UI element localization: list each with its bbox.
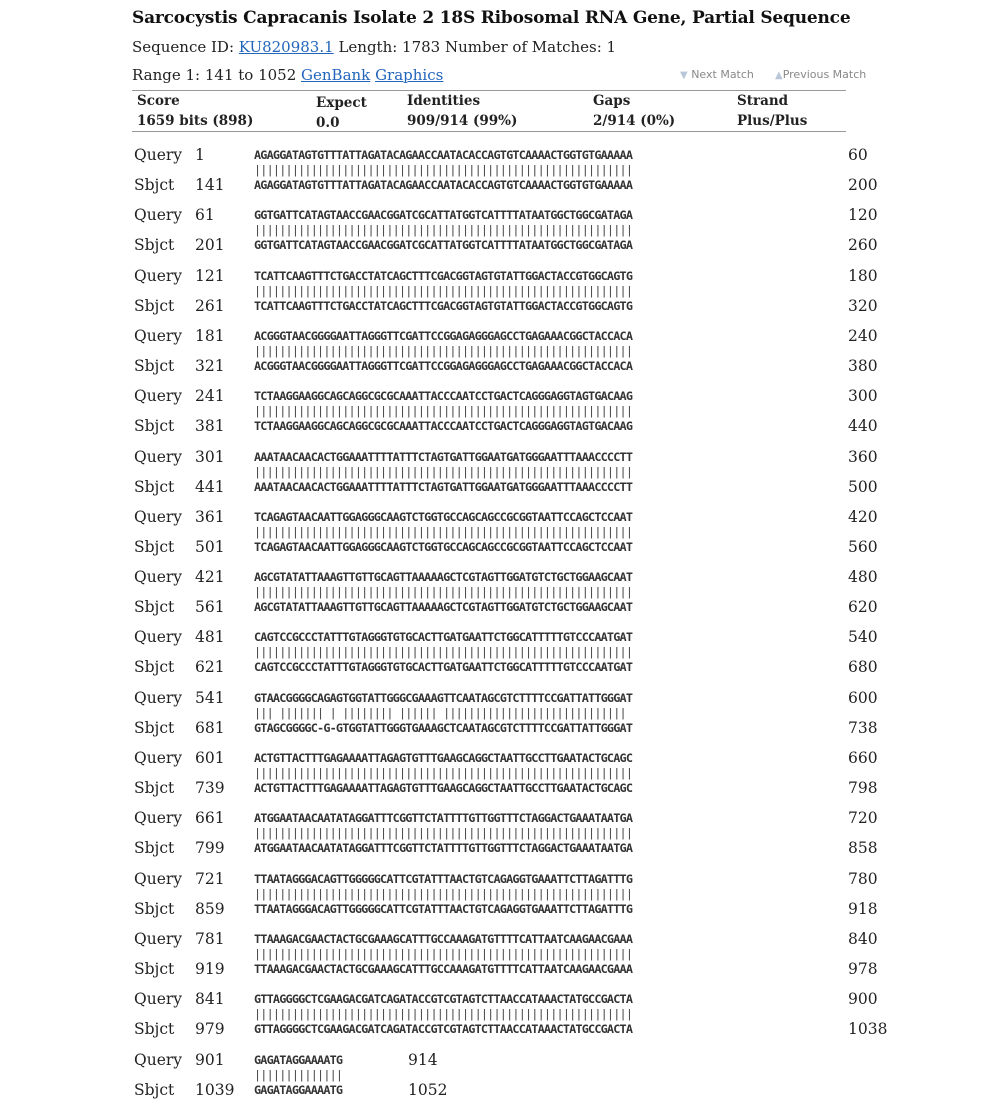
subject-end: 1038 [848,1020,888,1038]
query-sequence: TCAGAGTAACAATTGGAGGGCAAGTCTGGTGCCAGCAGCCGCGGTAATTCCAGCTCCAAT [254,510,633,524]
query-row [0,1051,1000,1073]
subject-end: 738 [848,719,878,737]
gaps-label: Gaps [593,93,631,109]
query-label: Query [134,628,183,646]
range-text: Range 1: 141 to 1052 [132,66,302,84]
subject-start: 561 [195,598,225,616]
subject-start: 681 [195,719,225,737]
subject-label: Sbjct [134,598,175,616]
subject-sequence: CAGTCCGCCCTATTTGTAGGGTGTGCACTTGATGAATTCTGGCATTTTTGTCCCAATGAT [254,660,633,674]
query-start: 481 [195,628,225,646]
query-end: 420 [848,508,878,526]
query-start: 841 [195,990,225,1008]
subject-sequence: GTTAGGGGCTCGAAGACGATCAGATACCGTCGTAGTCTTAACCATAAACTATGCCGACTA [254,1022,633,1036]
subject-row [0,417,1000,439]
page-title: Sarcocystis Capracanis Isolate 2 18S Ribosomal RNA Gene, Partial Sequence [132,8,851,28]
gaps-value: 2/914 (0%) [593,113,676,129]
query-start: 601 [195,749,225,767]
query-label: Query [134,568,183,586]
subject-start: 799 [195,839,225,857]
subject-label: Sbjct [134,1081,175,1099]
score-value: 1659 bits (898) [137,113,254,129]
subject-start: 201 [195,236,225,254]
query-label: Query [134,508,183,526]
subject-sequence: GGTGATTCATAGTAACCGAACGGATCGCATTATGGTCATTTTATAATGGCTGGCGATAGA [254,238,633,252]
query-end: 480 [848,568,878,586]
subject-label: Sbjct [134,658,175,676]
subject-start: 621 [195,658,225,676]
match-line: |||||||||||||||||||||||||||||||||||||||||||||||||||||||||||| [254,465,633,479]
subject-row [0,719,1000,741]
subject-row [0,357,1000,379]
subject-row [0,598,1000,620]
subject-label: Sbjct [134,297,175,315]
subject-label: Sbjct [134,176,175,194]
match-line: ||| ||||||| | |||||||| |||||| ||||||||||||||||||||||||||||| [254,706,626,720]
subject-start: 859 [195,900,225,918]
subject-end: 500 [848,478,878,496]
query-label: Query [134,749,183,767]
query-label: Query [134,387,183,405]
subject-label: Sbjct [134,779,175,797]
subject-row [0,1020,1000,1042]
query-sequence: TCATTCAAGTTTCTGACCTATCAGCTTTCGACGGTAGTGTATTGGACTACCGTGGCAGTG [254,269,633,283]
subject-end: 560 [848,538,878,556]
query-label: Query [134,1051,183,1069]
query-sequence: ACGGGTAACGGGGAATTAGGGTTCGATTCCGGAGAGGGAGCCTGAGAAACGGCTACCACA [254,329,633,343]
stats-top-divider [132,90,846,91]
query-label: Query [134,809,183,827]
query-end: 780 [848,870,878,888]
query-end: 900 [848,990,878,1008]
strand-label: Strand [737,93,789,109]
previous-match-label: Previous Match [782,68,867,81]
subject-row [0,297,1000,319]
subject-sequence: GAGATAGGAAAATG [254,1083,343,1097]
query-start: 1 [195,146,205,164]
match-line: |||||||||||||||||||||||||||||||||||||||||||||||||||||||||||| [254,223,633,237]
subject-row [0,779,1000,801]
query-sequence: ACTGTTACTTTGAGAAAATTAGAGTGTTTGAAGCAGGCTAATTGCCTTGAATACTGCAGC [254,751,633,765]
subject-row [0,658,1000,680]
query-end: 720 [848,809,878,827]
query-label: Query [134,327,183,345]
query-end: 600 [848,689,878,707]
query-end: 914 [408,1051,438,1069]
query-end: 60 [848,146,868,164]
subject-sequence: TCAGAGTAACAATTGGAGGGCAAGTCTGGTGCCAGCAGCCGCGGTAATTCCAGCTCCAAT [254,540,633,554]
subject-row [0,538,1000,560]
query-end: 120 [848,206,878,224]
match-line: |||||||||||||||||||||||||||||||||||||||||||||||||||||||||||| [254,344,633,358]
subject-start: 1039 [195,1081,235,1099]
subject-sequence: GTAGCGGGGC-G-GTGGTATTGGGTGAAAGCTCAATAGCGTCTTTTCCGATTATTGGGAT [254,721,633,735]
subject-end: 798 [848,779,878,797]
query-label: Query [134,206,183,224]
query-start: 61 [195,206,215,224]
subject-end: 440 [848,417,878,435]
subject-start: 141 [195,176,225,194]
subject-row [0,1081,1000,1103]
subject-start: 501 [195,538,225,556]
subject-sequence: AGCGTATATTAAAGTTGTTGCAGTTAAAAAGCTCGTAGTTGGATGTCTGCTGGAAGCAAT [254,600,633,614]
subject-sequence: TTAATAGGGACAGTTGGGGGCATTCGTATTTAACTGTCAGAGGTGAAATTCTTAGATTTG [254,902,633,916]
match-line: |||||||||||||||||||||||||||||||||||||||||||||||||||||||||||| [254,284,633,298]
stats-bottom-divider [132,131,846,132]
sequence-id-label: Sequence ID: [132,38,239,56]
subject-row [0,236,1000,258]
query-label: Query [134,870,183,888]
subject-row [0,478,1000,500]
subject-start: 261 [195,297,225,315]
query-label: Query [134,930,183,948]
query-sequence: AGAGGATAGTGTTTATTAGATACAGAACCAATACACCAGTGTCAAAACTGGTGTGAAAAA [254,148,633,162]
query-end: 540 [848,628,878,646]
query-end: 660 [848,749,878,767]
match-line: |||||||||||||||||||||||||||||||||||||||||||||||||||||||||||| [254,1007,633,1021]
query-end: 840 [848,930,878,948]
subject-end: 620 [848,598,878,616]
query-sequence: TTAATAGGGACAGTTGGGGGCATTCGTATTTAACTGTCAGAGGTGAAATTCTTAGATTTG [254,872,633,886]
sequence-info [132,38,616,56]
subject-start: 739 [195,779,225,797]
query-sequence: GGTGATTCATAGTAACCGAACGGATCGCATTATGGTCATTTTATAATGGCTGGCGATAGA [254,208,633,222]
subject-sequence: ACGGGTAACGGGGAATTAGGGTTCGATTCCGGAGAGGGAGCCTGAGAAACGGCTACCACA [254,359,633,373]
subject-end: 380 [848,357,878,375]
query-sequence: GTTAGGGGCTCGAAGACGATCAGATACCGTCGTAGTCTTAACCATAAACTATGCCGACTA [254,992,633,1006]
graphics-link[interactable]: Graphics [375,66,444,84]
previous-match-link[interactable] [775,68,866,81]
query-label: Query [134,146,183,164]
subject-end: 858 [848,839,878,857]
identities-value: 909/914 (99%) [407,113,518,129]
query-sequence: GTAACGGGGCAGAGTGGTATTGGGCGAAAGTTCAATAGCGTCTTTTCCGATTATTGGGAT [254,691,633,705]
match-line: |||||||||||||||||||||||||||||||||||||||||||||||||||||||||||| [254,585,633,599]
query-end: 180 [848,267,878,285]
subject-end: 320 [848,297,878,315]
subject-sequence: AAATAACAACACTGGAAATTTTATTTCTAGTGATTGGAATGATGGGAATTTAAACCCCTT [254,480,633,494]
match-line: |||||||||||||||||||||||||||||||||||||||||||||||||||||||||||| [254,163,633,177]
match-line: |||||||||||||||||||||||||||||||||||||||||||||||||||||||||||| [254,525,633,539]
triangle-up-icon: ▲ [775,70,783,81]
query-sequence: AAATAACAACACTGGAAATTTTATTTCTAGTGATTGGAATGATGGGAATTTAAACCCCTT [254,450,633,464]
genbank-link[interactable]: GenBank [301,66,371,84]
subject-label: Sbjct [134,900,175,918]
query-start: 241 [195,387,225,405]
subject-row [0,176,1000,198]
query-sequence: TCTAAGGAAGGCAGCAGGCGCGCAAATTACCCAATCCTGACTCAGGGAGGTAGTGACAAG [254,389,633,403]
query-end: 300 [848,387,878,405]
length-info: Length: 1783 Number of Matches: 1 [333,38,617,56]
query-label: Query [134,448,183,466]
subject-start: 919 [195,960,225,978]
query-start: 421 [195,568,225,586]
range-info [132,66,443,84]
triangle-down-icon: ▼ [680,70,688,81]
subject-label: Sbjct [134,839,175,857]
subject-sequence: TCATTCAAGTTTCTGACCTATCAGCTTTCGACGGTAGTGTATTGGACTACCGTGGCAGTG [254,299,633,313]
subject-end: 680 [848,658,878,676]
subject-label: Sbjct [134,478,175,496]
query-sequence: TTAAAGACGAACTACTGCGAAAGCATTTGCCAAAGATGTTTTCATTAATCAAGAACGAAA [254,932,633,946]
score-label: Score [137,93,180,109]
match-line: |||||||||||||||||||||||||||||||||||||||||||||||||||||||||||| [254,645,633,659]
subject-start: 321 [195,357,225,375]
subject-end: 918 [848,900,878,918]
subject-row [0,839,1000,861]
subject-end: 200 [848,176,878,194]
subject-label: Sbjct [134,357,175,375]
query-start: 901 [195,1051,225,1069]
subject-sequence: TTAAAGACGAACTACTGCGAAAGCATTTGCCAAAGATGTTTTCATTAATCAAGAACGAAA [254,962,633,976]
subject-start: 441 [195,478,225,496]
match-line: |||||||||||||||||||||||||||||||||||||||||||||||||||||||||||| [254,887,633,901]
strand-value: Plus/Plus [737,113,808,129]
next-match-label: Next Match [691,68,754,81]
match-line: |||||||||||||||||||||||||||||||||||||||||||||||||||||||||||| [254,826,633,840]
query-start: 181 [195,327,225,345]
subject-label: Sbjct [134,1020,175,1038]
query-label: Query [134,689,183,707]
subject-end: 978 [848,960,878,978]
match-line: |||||||||||||||||||||||||||||||||||||||||||||||||||||||||||| [254,766,633,780]
query-start: 781 [195,930,225,948]
match-line: |||||||||||||||||||||||||||||||||||||||||||||||||||||||||||| [254,404,633,418]
subject-start: 381 [195,417,225,435]
query-start: 661 [195,809,225,827]
subject-end: 1052 [408,1081,448,1099]
query-end: 360 [848,448,878,466]
query-start: 301 [195,448,225,466]
match-line: |||||||||||||||||||||||||||||||||||||||||||||||||||||||||||| [254,947,633,961]
subject-sequence: ACTGTTACTTTGAGAAAATTAGAGTGTTTGAAGCAGGCTAATTGCCTTGAATACTGCAGC [254,781,633,795]
subject-label: Sbjct [134,236,175,254]
query-start: 361 [195,508,225,526]
query-label: Query [134,990,183,1008]
expect-label: Expect [316,95,367,111]
query-start: 541 [195,689,225,707]
query-sequence: AGCGTATATTAAAGTTGTTGCAGTTAAAAAGCTCGTAGTTGGATGTCTGCTGGAAGCAAT [254,570,633,584]
query-sequence: ATGGAATAACAATATAGGATTTCGGTTCTATTTTGTTGGTTTCTAGGACTGAAATAATGA [254,811,633,825]
sequence-id-link[interactable]: KU820983.1 [238,38,334,56]
subject-end: 260 [848,236,878,254]
subject-sequence: ATGGAATAACAATATAGGATTTCGGTTCTATTTTGTTGGTTTCTAGGACTGAAATAATGA [254,841,633,855]
subject-label: Sbjct [134,960,175,978]
match-line: |||||||||||||| [254,1068,343,1082]
subject-label: Sbjct [134,719,175,737]
subject-row [0,960,1000,982]
query-sequence: CAGTCCGCCCTATTTGTAGGGTGTGCACTTGATGAATTCTGGCATTTTTGTCCCAATGAT [254,630,633,644]
identities-label: Identities [407,93,481,109]
query-label: Query [134,267,183,285]
query-sequence: GAGATAGGAAAATG [254,1053,343,1067]
query-start: 121 [195,267,225,285]
query-start: 721 [195,870,225,888]
subject-label: Sbjct [134,417,175,435]
next-match-link[interactable] [680,68,754,81]
subject-start: 979 [195,1020,225,1038]
query-end: 240 [848,327,878,345]
expect-value: 0.0 [316,115,340,131]
subject-sequence: AGAGGATAGTGTTTATTAGATACAGAACCAATACACCAGTGTCAAAACTGGTGTGAAAAA [254,178,633,192]
subject-sequence: TCTAAGGAAGGCAGCAGGCGCGCAAATTACCCAATCCTGACTCAGGGAGGTAGTGACAAG [254,419,633,433]
subject-row [0,900,1000,922]
subject-label: Sbjct [134,538,175,556]
